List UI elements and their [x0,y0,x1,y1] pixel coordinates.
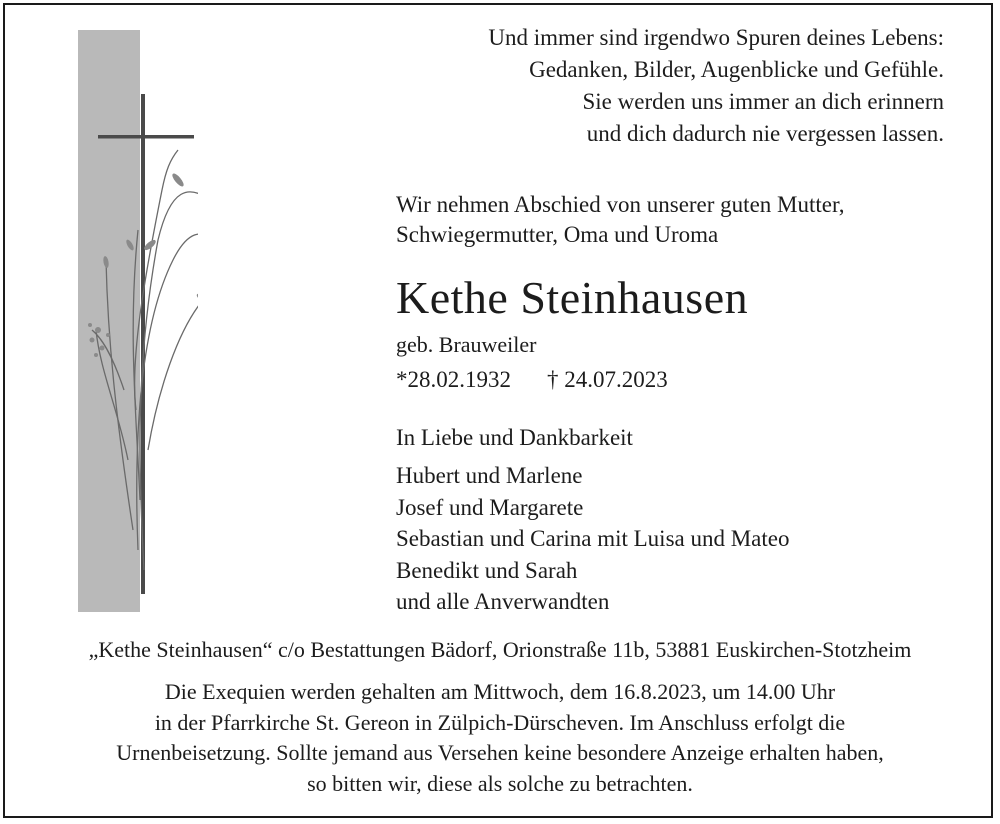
family-member: Benedikt und Sarah [396,557,578,583]
farewell-line: Wir nehmen Abschied von unserer guten Mutter, [396,192,845,217]
poem-line: und dich dadurch nie vergessen lassen. [586,121,944,146]
family-member: Josef und Margarete [396,494,584,520]
love-line: In Liebe und Dankbarkeit [396,425,633,450]
contact-address: „Kethe Steinhausen“ c/o Bestattungen Bädorf, Orionstraße 11b, 53881 Euskirchen-Stotzheim [88,637,912,662]
farewell-text [396,190,844,250]
family-member: und alle Anverwandten [396,589,610,614]
cross-grain-illustration [78,30,198,612]
service-line: so bitten wir, diese als solche zu betrachten. [307,770,693,796]
poem-block [488,22,944,150]
birth-name: geb. Brauweiler [396,332,537,357]
service-line: Die Exequien werden gehalten am Mittwoch, dem 16.8.2023, um 14.00 Uhr [164,679,836,704]
poem-line: Sie werden uns immer an dich erinnern [582,89,944,114]
service-line: Urnenbeisetzung. Sollte jemand aus Versehen keine besondere Anzeige erhalten haben, [116,740,884,765]
family-member: Hubert und Marlene [396,463,583,488]
family-member: Sebastian und Carina mit Luisa und Mateo [396,526,790,551]
birth-date: *28.02.1932 [396,367,511,392]
life-dates [396,365,668,395]
deceased-name: Kethe Steinhausen [396,272,749,323]
death-date: † 24.07.2023 [547,367,668,392]
service-line: in der Pfarrkirche St. Gereon in Zülpich-Dürscheven. Im Anschluss erfolgt die [154,709,846,735]
family-list [396,460,789,618]
poem-line: Gedanken, Bilder, Augenblicke und Gefühle. [529,57,944,82]
service-info [0,677,1000,799]
farewell-line: Schwiegermutter, Oma und Uroma [396,222,719,247]
poem-line: Und immer sind irgendwo Spuren deines Lebens: [488,25,944,50]
